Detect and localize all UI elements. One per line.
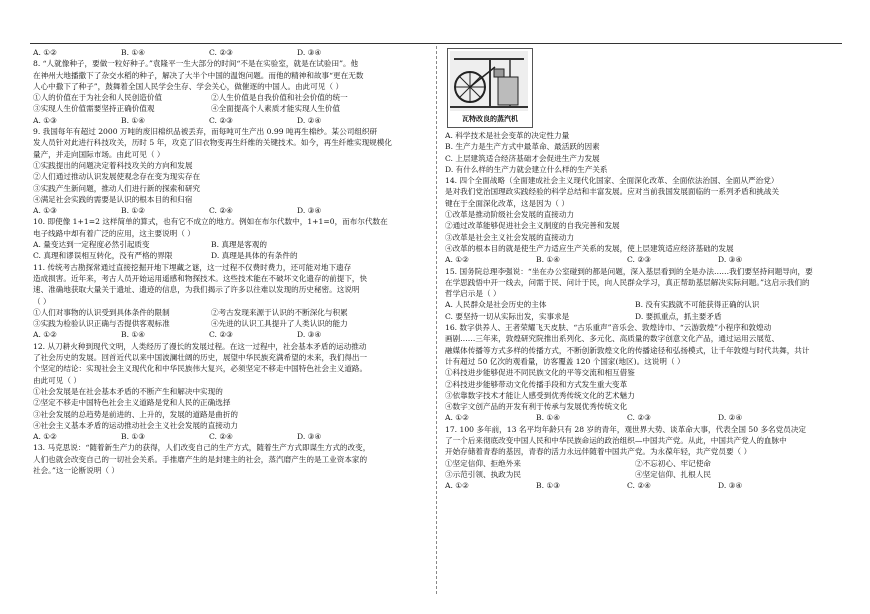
answer-choice: A. ①② — [445, 481, 469, 491]
text-line: 速、准确地获取大量关于遗址、遗迹的信息，为我们揭示了许多以往难以发现的历史秘密。这说明 — [33, 285, 360, 295]
text-line: ③依靠数字技术才能让人感受到优秀传统文化的艺术魅力 — [445, 390, 635, 400]
text-line: ②人们通过推动认识发展使观念存在变为现实存在 — [33, 172, 201, 182]
text-line: ①科技进步能够促进不同民族文化的平等交流和相互借鉴 — [445, 368, 635, 378]
statement-option: ②不忘初心、牢记使命 — [635, 458, 711, 468]
answer-choice: C. ②③ — [627, 255, 651, 265]
text-line: 在学思践悟中开一线去，问需于民、问计于民，向人民群众学习，真正帮助基层解决实际问题。”这启示我们的 — [445, 277, 810, 287]
answer-choice: A. ①③ — [33, 115, 57, 125]
text-line: 发人员针对此进行科技攻关，历时 5 年，攻克了旧衣物变再生纤维的关键技术。如今，再生纤维实现规模化 — [33, 138, 392, 148]
answer-choice: B. ①③ — [121, 432, 146, 442]
statement-option: ④先进的认识工具提升了人类认识的能力 — [211, 319, 348, 329]
text-line: ③实践产生新问题，推动人们进行新的探索和研究 — [33, 183, 201, 193]
statement-options — [33, 239, 429, 250]
answer-choice: A. ①② — [33, 432, 57, 442]
answer-choices — [33, 329, 429, 340]
steam-engine-figure — [447, 48, 533, 128]
answer-choice: C. ②④ — [209, 206, 233, 216]
statement-option: ②人生价值是自我价值和社会价值的统一 — [211, 93, 348, 103]
text-line: 了一个后来彻底改变中国人民和中华民族命运的政治组织—中国共产党。从此，中国共产党人的血脉中 — [445, 436, 787, 446]
answer-choice: A. ①② — [445, 255, 469, 265]
statement-option: D. 真理是具体的有条件的 — [211, 251, 298, 261]
steam-engine-illustration — [450, 51, 528, 111]
answer-choice: B. ①④ — [121, 330, 146, 340]
text-line: ④改革的根本目的就是使生产力适应生产关系的发展，使上层建筑适应经济基础的发展 — [445, 243, 734, 253]
text-line: 12. 从刀耕火种到现代文明，人类经历了漫长的发展过程。在这一过程中，社会基本矛盾的运动推动 — [33, 341, 367, 351]
text-line: B. 生产力是生产方式中最革命、最活跃的因素 — [445, 142, 600, 152]
text-line: ④社会主义基本矛盾的运动推动社会主义社会发展的直接动力 — [33, 420, 239, 430]
statement-option: D. 要抓重点，抓主要矛盾 — [635, 311, 722, 321]
text-line: （ ） — [33, 296, 51, 306]
answer-choice: C. ②④ — [627, 481, 651, 491]
text-line: 13. 马克思说：“随着新生产力的获得，人们改变自己的生产方式，随着生产方式即谋生方式的改变， — [33, 443, 371, 453]
text-line: A. 科学技术是社会变革的决定性力量 — [445, 131, 570, 140]
answer-choice: B. ①③ — [536, 481, 561, 491]
statement-option: A. 人民群众是社会历史的主体 — [445, 300, 547, 310]
text-line: 哲学启示是（ ） — [445, 289, 501, 299]
answer-choice: D. ③④ — [297, 330, 322, 340]
text-line: 造成损害。近年来，考古人员开始运用遥感和物探技术。这些技术能在不破坏文化遗存的前提下，快 — [33, 273, 368, 283]
text-line: C. 上层建筑适合经济基础才会促进生产力发展 — [445, 153, 600, 163]
statement-option: ④全面提高个人素质才能实现人生价值 — [211, 104, 341, 114]
answer-choices — [445, 412, 843, 423]
statement-option: C. 要坚持一切从实际出发，实事求是 — [445, 311, 570, 321]
text-line: ②科技进步能够带动文化传播手段和方式发生重大变革 — [445, 379, 628, 389]
text-line: 10. 即使像 1+1=2 这样简单的算式，也有它不成立的地方。例如在布尔代数中，1+1=0，而布尔代数在 — [33, 217, 388, 227]
answer-choice: C. ②③ — [209, 48, 233, 57]
text-line: ①改革是推动阶级社会发展的直接动力 — [445, 210, 575, 220]
statement-option: ③实现人生价值需要坚持正确价值观 — [33, 104, 155, 114]
statement-options — [33, 92, 429, 103]
text-line: 社会。”这一论断说明（ ） — [33, 465, 120, 475]
statement-options — [445, 311, 843, 322]
answer-choices — [33, 431, 429, 442]
statement-option: ①人的价值在于为社会和人民创造价值 — [33, 93, 163, 103]
answer-choice: D. ②④ — [718, 413, 743, 423]
answer-choice: C. ②④ — [209, 432, 233, 442]
answer-choice: C. ②③ — [209, 330, 233, 340]
answer-choices — [33, 47, 429, 58]
text-line: ①社会发展是在社会基本矛盾的不断产生和解决中实现的 — [33, 386, 223, 396]
statement-option: ③示范引领、执政为民 — [445, 469, 521, 479]
text-line: ④满足社会实践的需要是认识的根本目的和归宿 — [33, 194, 193, 204]
answer-choices — [33, 115, 429, 126]
text-line: 电子线路中却有着广泛的应用，这主要说明（ ） — [33, 228, 195, 238]
answer-choice: A. ①② — [445, 413, 469, 423]
statement-options — [33, 307, 429, 318]
statement-option: B. 真理是客观的 — [211, 240, 267, 250]
answer-choices — [445, 480, 843, 491]
answer-choice: A. ①② — [33, 48, 57, 57]
statement-option: ①人们对事物的认识受到具体条件的限制 — [33, 307, 170, 317]
statement-option: ①坚定信仰、拒绝外来 — [445, 458, 521, 468]
answer-choice: C. ②③ — [209, 115, 233, 125]
answer-choice: D. ③④ — [718, 481, 743, 491]
answer-choice: D. ③④ — [297, 48, 322, 57]
statement-options — [33, 318, 429, 329]
header-rule — [30, 43, 842, 44]
text-line: 是对我们党治国理政实践经验的科学总结和丰富发展。应对当前我国发展面临的一系列矛盾和挑战关 — [445, 187, 780, 197]
text-line: 融媒体传播等方式多样的传播方式，不断创新敦煌文化的传播途径和弘扬模式，让千年敦煌与时代共舞，共计 — [445, 345, 810, 355]
statement-option: ③实践为检验认识正确与否提供客观标准 — [33, 319, 170, 329]
text-line: 9. 我国每年有超过 2000 万吨的废旧棉织品被丢弃，而每吨可生产出 0.99 吨再生棉纱。某公司组织研 — [33, 127, 378, 137]
text-line: 量产，并走向国际市场。由此可见（ ） — [33, 149, 165, 159]
text-line: 14. 四个全面战略（全面建成社会主义现代化国家、全面深化改革、全面依法治国、全面从严治党） — [445, 176, 779, 186]
text-line: D. 有什么样的生产力就会建立什么样的生产关系 — [445, 164, 608, 174]
text-line: 人心中撒下了种子”，鼓舞着全国人民学会生存、学会关心，做催逐的中国人。由此可见（ ） — [33, 81, 344, 91]
answer-choice: D. ③④ — [718, 255, 743, 265]
answer-choice: A. ①③ — [33, 206, 57, 216]
text-line: 画剧……三年来，敦煌研究院推出系列化、多元化、高质量的数字创意文化产品，通过运用云展览、 — [445, 334, 780, 344]
answer-choice: B. ①④ — [536, 413, 561, 423]
statement-option: B. 没有实践就不可能获得正确的认识 — [635, 300, 760, 310]
text-line: 键在于全面深化改革，这是因为（ ） — [445, 198, 569, 208]
column-divider — [436, 46, 437, 594]
text-line: 了社会历史的发展。回首近代以来中国波澜壮阔的历史，展望中华民族充满希望的未来，我们得出一 — [33, 353, 368, 363]
answer-choice: D. ③④ — [297, 432, 322, 442]
text-line: 11. 传统考古勘探常通过直接挖掘开地下埋藏之谜，这一过程不仅费时费力，还可能对地下遗存 — [33, 262, 352, 272]
text-line: 8. “人就像种子，要做一粒好种子。”袁隆平一生大部分的时间“不是在实验室，就是在试验田”。他 — [33, 59, 359, 69]
statement-options — [445, 469, 843, 480]
figure-caption: 瓦特改良的蒸汽机 — [462, 114, 518, 123]
statement-options — [445, 458, 843, 469]
answer-choice: B. ①④ — [121, 115, 146, 125]
text-line: 15. 国务院总理李强说：“坐在办公室碰到的都是问题，深入基层看到的全是办法……我们要坚持问题导向，要 — [445, 266, 813, 276]
answer-choice: B. ①② — [121, 206, 146, 216]
text-line: 开始存储着青春的基因，青春的活力永远伴随着中国共产党。为永葆年轻，共产党员要（ ） — [445, 447, 752, 457]
answer-choice: D. ③④ — [297, 206, 322, 216]
answer-choice: C. ②③ — [627, 413, 651, 423]
right-column — [445, 47, 843, 492]
statement-option: ④坚定信仰、扎根人民 — [635, 469, 711, 479]
text-line: 在神州大地播撒下了杂交水稻的种子，解决了大半个中国的温饱问题。而他的精神和故事“更在无数 — [33, 70, 364, 80]
text-line: 17. 100 多年前，13 名平均年龄只有 28 岁的青年，观世界大势、谈革命大事，代表全国 50 多名党员决定 — [445, 424, 807, 434]
answer-choices — [33, 205, 429, 216]
text-line: 由此可见（ ） — [33, 375, 81, 385]
statement-option: ②考古发现来源于认识的不断深化与积累 — [211, 307, 348, 317]
answer-choice: B. ①④ — [121, 48, 146, 57]
statement-option: C. 真理和谬误相互转化，没有严格的界限 — [33, 251, 173, 261]
text-line: ②通过改革能够促进社会主义制度的自我完善和发展 — [445, 221, 620, 231]
statement-option: A. 量变达到一定程度必然引起质变 — [33, 240, 150, 250]
answer-choices — [445, 254, 843, 265]
text-line: 个坚定的结论：实现社会主义现代化和中华民族伟大复兴，必须坚定不移走中国特色社会主义道路。 — [33, 364, 368, 374]
text-line: 计有超过 50 亿次的观看量，访客覆盖 120 个国家(地区)。这说明（ ） — [445, 356, 685, 366]
left-column — [33, 47, 429, 476]
text-line: ②坚定不移走中国特色社会主义道路是党和人民的正确选择 — [33, 398, 231, 408]
text-line: ③改革是社会主义社会发展的直接动力 — [445, 232, 575, 242]
text-line: ①实践提出的问题决定着科技攻关的方向和发展 — [33, 160, 193, 170]
statement-options — [445, 299, 843, 310]
answer-choice: A. ①② — [33, 330, 57, 340]
text-line: 人们也就会改变自己的一切社会关系。手推磨产生的是封建主的社会，蒸汽磨产生的是工业资本家的 — [33, 454, 368, 464]
text-line: ③社会发展的总趋势是前进的、上升的，发展的道路是曲折的 — [33, 409, 239, 419]
text-line: ④数字文创产品的开发有利于传承与发展优秀传统文化 — [445, 402, 628, 412]
statement-options — [33, 250, 429, 261]
answer-choice: B. ①④ — [536, 255, 561, 265]
text-line: 16. 数字供养人、王者荣耀飞天皮肤、“古乐重声”音乐会、敦煌诗巾、“云游敦煌”小程序和敦煌动 — [445, 323, 772, 333]
statement-options — [33, 103, 429, 114]
answer-choice: D. ②④ — [297, 115, 322, 125]
